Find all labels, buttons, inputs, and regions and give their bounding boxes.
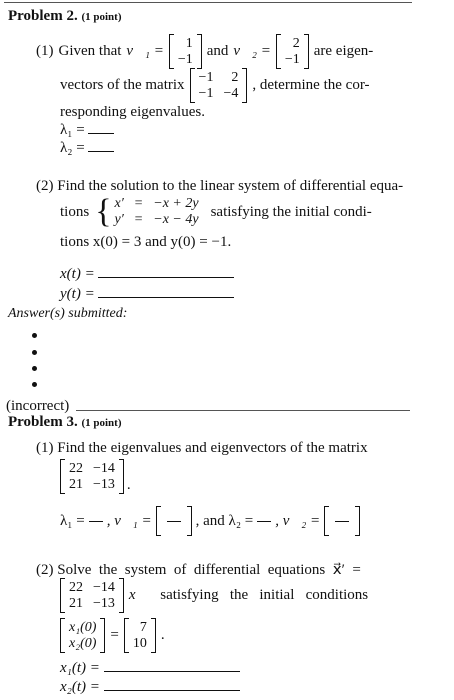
ode-system xyxy=(95,193,199,230)
problem-3-heading xyxy=(8,414,122,431)
vector-entry: −1 xyxy=(177,52,193,67)
matrix-entry: 22 xyxy=(69,461,83,476)
vector-entry: x₁(0) xyxy=(69,620,97,635)
system-rhs: −x − 4y xyxy=(153,212,199,227)
v1-vector xyxy=(169,34,202,69)
system-lhs: y′ xyxy=(114,212,124,227)
matrix-entry: 21 xyxy=(69,477,83,492)
v2-vector xyxy=(276,34,309,69)
p3-eigen-row xyxy=(60,506,360,536)
x1t-row xyxy=(60,660,240,677)
submitted-answer-bullet xyxy=(32,350,37,355)
yt-answer-field[interactable] xyxy=(98,297,234,298)
yt-row xyxy=(60,286,234,303)
p2-part2-line2 xyxy=(60,193,372,230)
v1-entry-field[interactable] xyxy=(167,521,181,522)
period: . xyxy=(126,477,131,493)
and-text: and xyxy=(206,43,229,59)
vector-entry: x₂(0) xyxy=(69,636,97,651)
lambda1-label: λ₁ = xyxy=(60,512,85,529)
part2-text: Solve the system of differential equations x⃗′ = xyxy=(57,562,361,578)
satisfying-text: satisfying the initial condi- xyxy=(210,203,372,220)
problem-title: Problem 3. xyxy=(8,414,78,430)
determine-text: , determine the cor- xyxy=(252,77,370,93)
vector-entry: 10 xyxy=(132,636,147,651)
p3-matrix-row xyxy=(60,459,131,494)
xt-answer-field[interactable] xyxy=(98,277,234,278)
xt-label: x(t) = xyxy=(60,266,95,282)
lambda2-label: λ₂ = xyxy=(60,140,85,156)
submitted-answer-bullet xyxy=(32,366,37,371)
x1t-label: x₁(t) = xyxy=(60,660,100,676)
lambda1-answer-field[interactable] xyxy=(88,133,114,134)
matrix-entry: 2 xyxy=(231,70,239,85)
system-lhs: x′ xyxy=(114,196,124,211)
lambda2-answer-field[interactable] xyxy=(257,521,271,522)
part-number: (1) xyxy=(36,440,54,456)
p3-matrix xyxy=(60,459,124,494)
equals-sign: = xyxy=(110,627,119,643)
and-lambda2-label: , and λ₂ = xyxy=(195,512,254,529)
part1-text: Find the eigenvalues and eigenvectors of the matrix xyxy=(57,440,368,456)
tions-text: tions xyxy=(60,203,90,220)
initial-conditions-text: tions x(0) = 3 and y(0) = −1. xyxy=(60,234,232,250)
x2t-label: x₂(t) = xyxy=(60,679,100,695)
p2-part2-line1 xyxy=(36,178,403,195)
yt-label: y(t) = xyxy=(60,286,95,302)
lambda1-label: λ₁ = xyxy=(60,122,85,138)
answers-submitted-label: Answer(s) submitted: xyxy=(8,306,128,321)
system-eq: = xyxy=(133,196,144,211)
vector-entry: 7 xyxy=(139,620,147,635)
matrix-entry: −13 xyxy=(93,477,115,492)
problem-divider xyxy=(76,410,410,411)
v2-entry-field[interactable] xyxy=(335,521,349,522)
vectors-of-text: vectors of the matrix xyxy=(60,77,185,93)
system-rhs: −x + 2y xyxy=(153,196,199,211)
v2-answer-vector[interactable] xyxy=(324,506,360,536)
x-vector: x⃗ xyxy=(128,587,148,603)
system-eq: = xyxy=(133,212,144,227)
lambda1-row xyxy=(60,122,114,139)
given-that-text: Given that xyxy=(58,43,122,59)
v1-label: , v⃗₁ = xyxy=(106,512,152,529)
top-divider xyxy=(4,2,412,3)
x2t-row xyxy=(60,679,240,696)
matrix-entry: 22 xyxy=(69,580,83,595)
lambda2-row xyxy=(60,140,114,157)
are-eigen-text: are eigen- xyxy=(313,43,374,59)
v1-answer-vector[interactable] xyxy=(156,506,192,536)
xt-row xyxy=(60,266,234,283)
p2-part1-line2 xyxy=(60,68,370,103)
matrix-entry: −1 xyxy=(198,86,214,101)
points-label: (1 point) xyxy=(81,11,122,23)
matrix-entry: −14 xyxy=(93,461,115,476)
x1t-answer-field[interactable] xyxy=(104,671,240,672)
initial-rhs-vector xyxy=(124,618,156,653)
matrix-entry: −4 xyxy=(223,86,239,101)
matrix-entry: −13 xyxy=(93,596,115,611)
problem-2-heading xyxy=(8,8,122,25)
p3-part1-line1 xyxy=(36,440,368,457)
satisfying-text: satisfying the initial conditions xyxy=(160,587,369,603)
part-number: (2) xyxy=(36,562,54,578)
p3-initial-row xyxy=(60,618,165,653)
v2-label: , v⃗₂ = xyxy=(275,512,321,529)
initial-lhs-vector xyxy=(60,618,105,653)
problem-title: Problem 2. xyxy=(8,8,78,24)
v1-label: v⃗₁ = xyxy=(126,43,164,59)
points-label: (1 point) xyxy=(81,417,122,429)
matrix-entry: −1 xyxy=(198,70,214,85)
x2t-answer-field[interactable] xyxy=(104,690,240,691)
matrix-entry: −14 xyxy=(93,580,115,595)
p3-system-row xyxy=(60,578,368,613)
left-brace: { xyxy=(95,193,112,230)
submitted-answer-bullet xyxy=(32,333,37,338)
part2-text: Find the solution to the linear system of differential equa- xyxy=(57,178,404,194)
v2-label: v⃗₂ = xyxy=(233,43,271,59)
responding-text: responding eigenvalues. xyxy=(60,104,205,120)
vector-entry: 2 xyxy=(292,36,300,51)
p2-matrix xyxy=(190,68,248,103)
submitted-answer-bullet xyxy=(32,382,37,387)
vector-entry: −1 xyxy=(284,52,300,67)
p2-part1-line1 xyxy=(36,34,373,69)
p3-part2-line1 xyxy=(36,560,361,579)
status-incorrect: (incorrect) xyxy=(6,398,70,414)
part-number: (2) xyxy=(36,178,54,194)
p3-system-matrix xyxy=(60,578,124,613)
part-number: (1) xyxy=(36,43,54,59)
vector-entry: 1 xyxy=(185,36,193,51)
period: . xyxy=(160,627,165,643)
lambda2-answer-field[interactable] xyxy=(88,151,114,152)
lambda1-answer-field[interactable] xyxy=(89,521,103,522)
matrix-entry: 21 xyxy=(69,596,83,611)
